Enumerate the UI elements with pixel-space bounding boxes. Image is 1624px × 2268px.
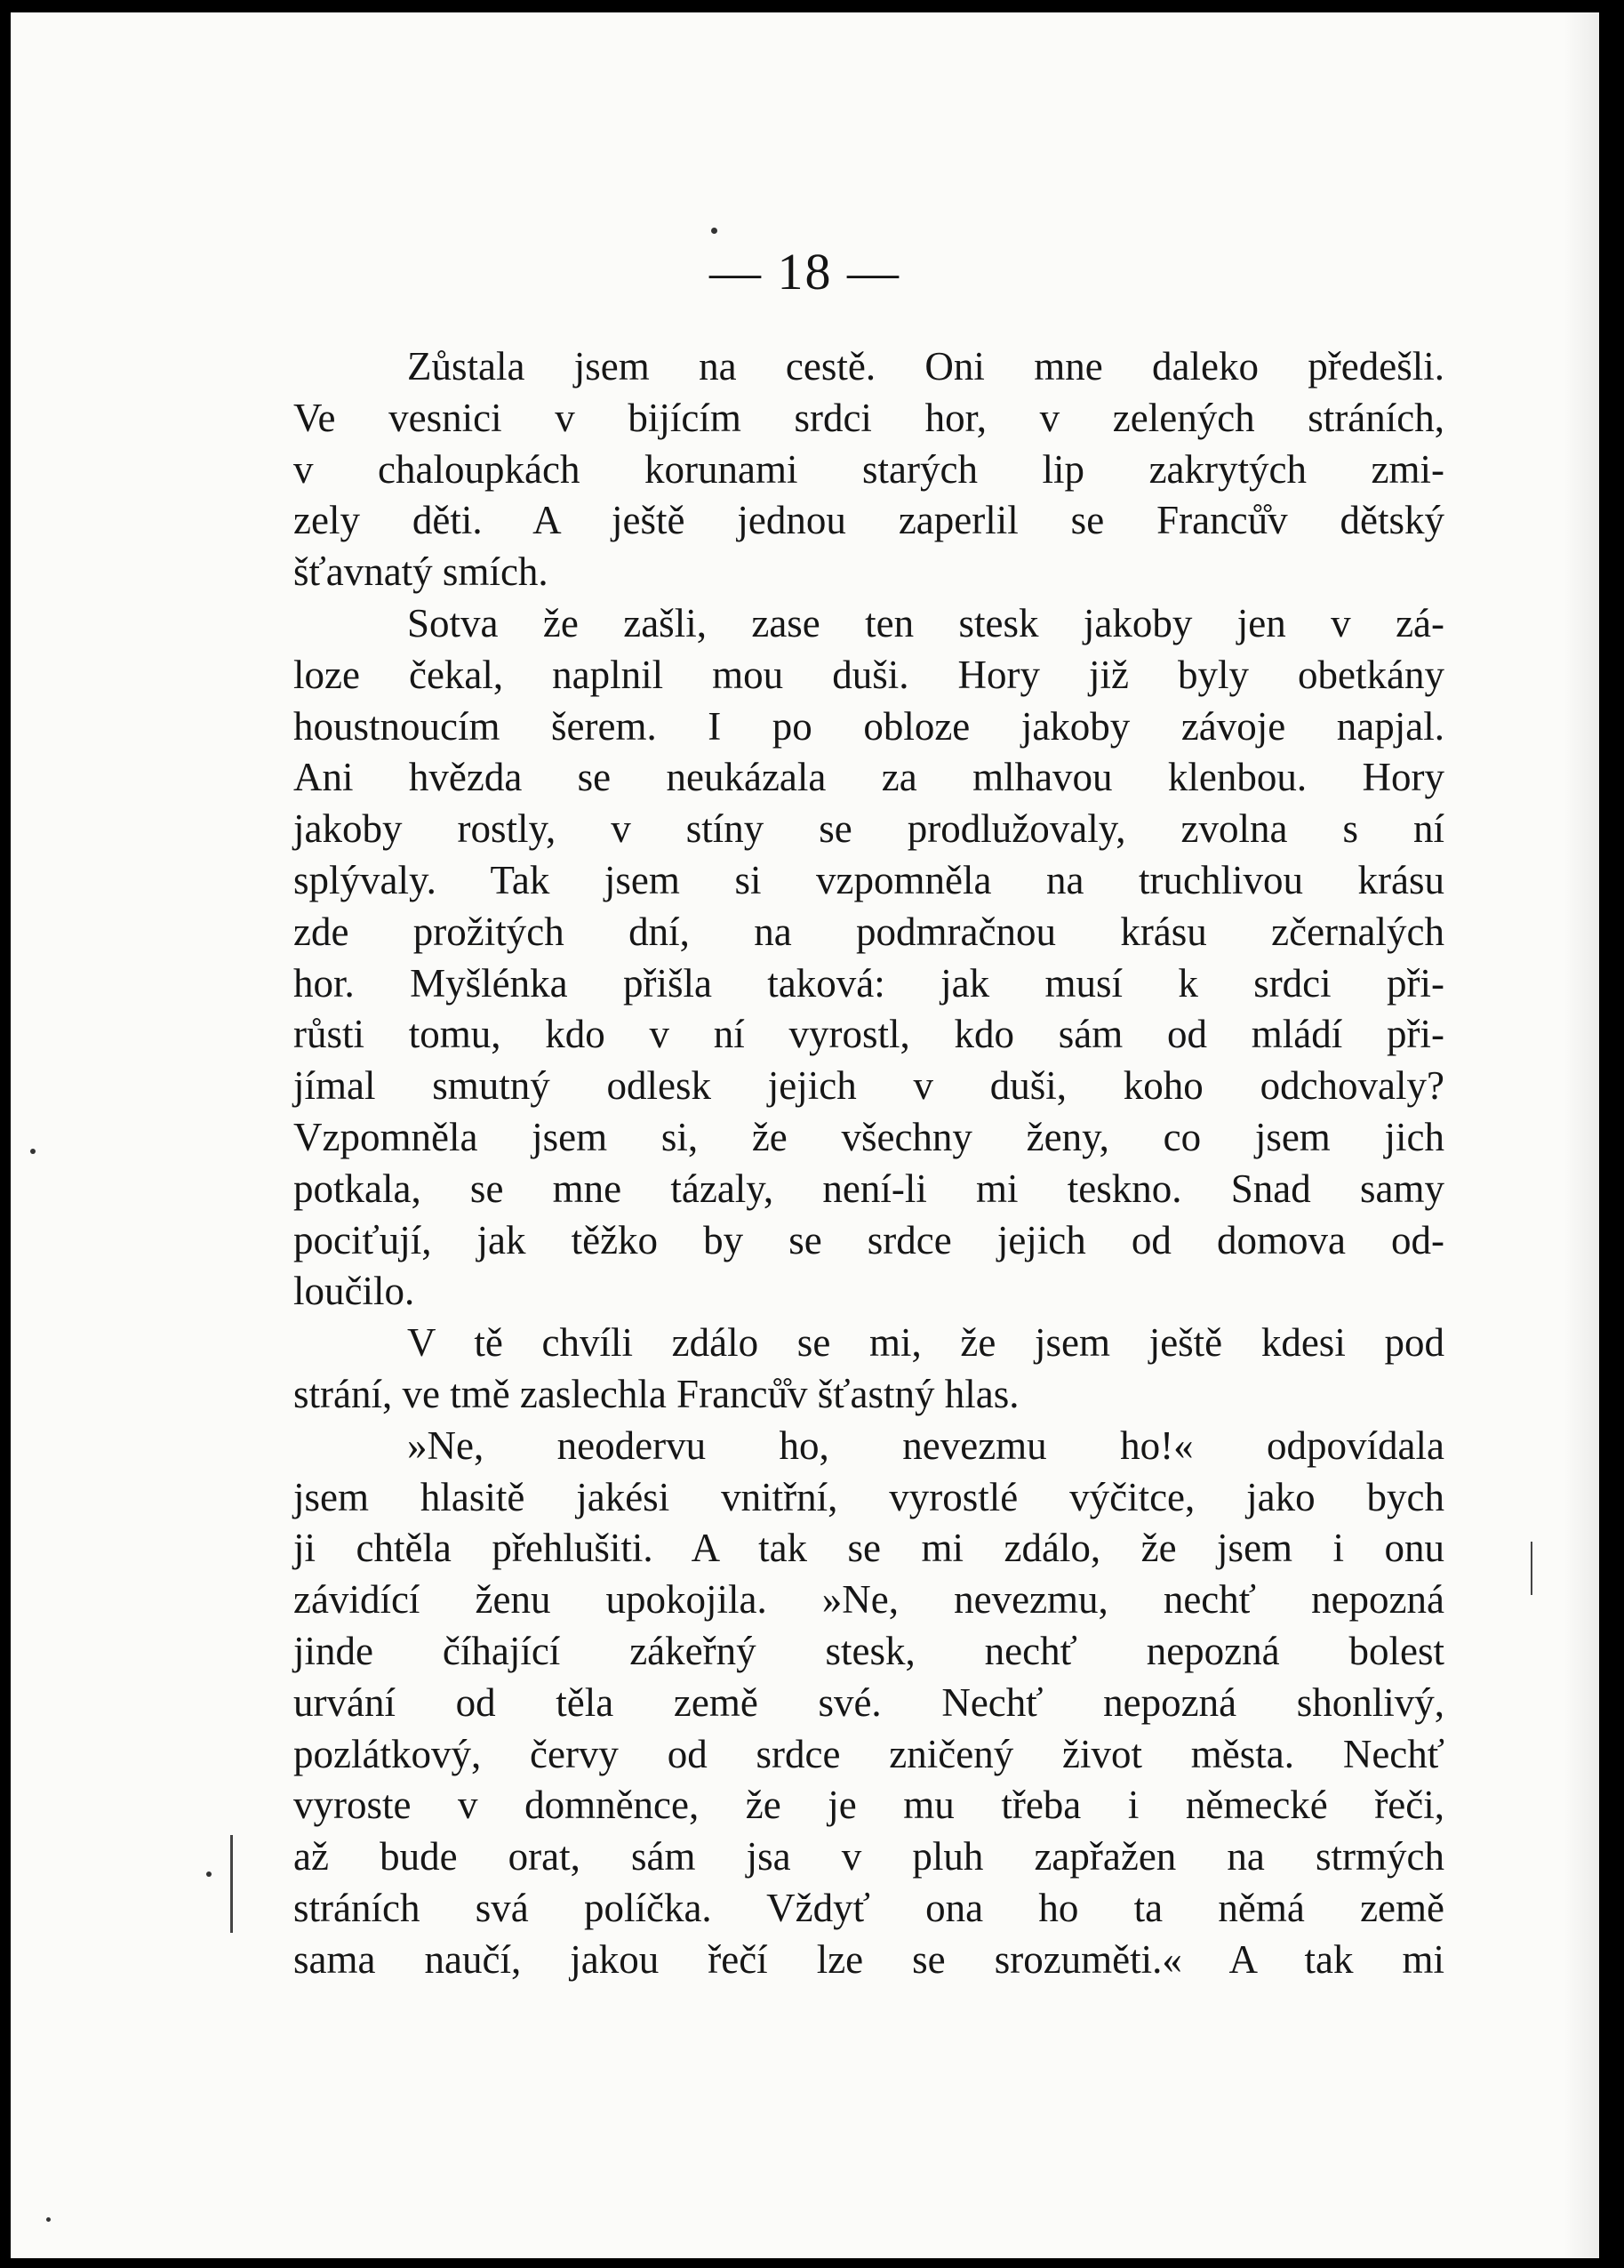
text-line: loučilo. (293, 1269, 415, 1314)
text-line: splývaly. Tak jsem si vzpomněla na truchlivou krásu (293, 857, 1444, 902)
paragraph (293, 1318, 1444, 1421)
text-line: sama naučí, jakou řečí lze se srozuměti.« A tak mi (293, 1936, 1444, 1982)
paragraph (293, 598, 1444, 1318)
text-line: »Ne, neodervu ho, nevezmu ho!« odpovídala (407, 1423, 1444, 1468)
scan-speck (46, 2217, 51, 2222)
book-page (11, 12, 1599, 2258)
text-line: Ve vesnici v bijícím srdci hor, v zelených stráních, (293, 395, 1444, 440)
text-line: loze čekal, naplnil mou duši. Hory již byly obetkány (293, 652, 1444, 697)
text-line: vyroste v domněnce, že je mu třeba i německé řeči, (293, 1783, 1444, 1828)
text-line: až bude orat, sám jsa v pluh zapřažen na strmých (293, 1834, 1444, 1879)
text-line: závidící ženu upokojila. »Ne, nevezmu, nechť nepozná (293, 1577, 1444, 1623)
text-line: šťavnatý smích. (293, 549, 548, 595)
text-line: jinde číhající zákeřný stesk, nechť nepozná bolest (293, 1628, 1444, 1673)
body-text (293, 341, 1444, 1986)
text-line: strání, ve tmě zaslechla Franců̊v šťastný hlas. (293, 1371, 1020, 1416)
text-line: urvání od těla země své. Nechť nepozná shonlivý, (293, 1679, 1444, 1725)
text-line: pociťují, jak těžko by se srdce jejich od domova od- (293, 1217, 1444, 1262)
text-line: jakoby rostly, v stíny se prodlužovaly, zvolna s ní (293, 806, 1444, 852)
text-line: pozlátkový, červy od srdce zničený život města. Nechť (293, 1731, 1444, 1776)
scan-speck (30, 1149, 36, 1154)
text-line: Zůstala jsem na cestě. Oni mne daleko předešli. (407, 344, 1444, 389)
scan-speck (206, 1871, 212, 1877)
page-edge-shadow (1564, 12, 1599, 2258)
page-number: — 18 — (709, 243, 900, 301)
scan-mark (1531, 1542, 1532, 1595)
paragraph (293, 341, 1444, 598)
text-line: Sotva že zašli, zase ten stesk jakoby jen v zá- (407, 600, 1444, 645)
paragraph (293, 1421, 1444, 1986)
text-line: zde prožitých dní, na podmračnou krásu zčernalých (293, 909, 1444, 954)
text-line: potkala, se mne tázaly, není-li mi teskno. Snad samy (293, 1166, 1444, 1211)
text-line: jímal smutný odlesk jejich v duši, koho odchovaly? (293, 1063, 1444, 1109)
text-line: zely děti. A ještě jednou zaperlil se Franců̊v dětský (293, 498, 1444, 543)
text-line: ji chtěla přehlušiti. A tak se mi zdálo, že jsem i onu (293, 1526, 1444, 1571)
scan-mark (230, 1835, 233, 1933)
text-line: jsem hlasitě jakési vnitřní, vyrostlé výčitce, jako bych (293, 1474, 1444, 1519)
text-line: hor. Myšlénka přišla taková: jak musí k srdci při- (293, 960, 1444, 1006)
text-line: V tě chvíli zdálo se mi, že jsem ještě kdesi pod (407, 1320, 1444, 1366)
text-line: růsti tomu, kdo v ní vyrostl, kdo sám od mládí při- (293, 1012, 1444, 1057)
text-line: stráních svá políčka. Vždyť ona ho ta němá země (293, 1885, 1444, 1930)
text-line: houstnoucím šerem. I po obloze jakoby závoje napjal. (293, 703, 1444, 749)
text-line: Ani hvězda se neukázala za mlhavou klenbou. Hory (293, 755, 1444, 800)
scan-speck (711, 228, 717, 234)
text-line: Vzpomněla jsem si, že všechny ženy, co jsem jich (293, 1114, 1444, 1159)
text-line: v chaloupkách korunami starých lip zakrytých zmi- (293, 446, 1444, 492)
